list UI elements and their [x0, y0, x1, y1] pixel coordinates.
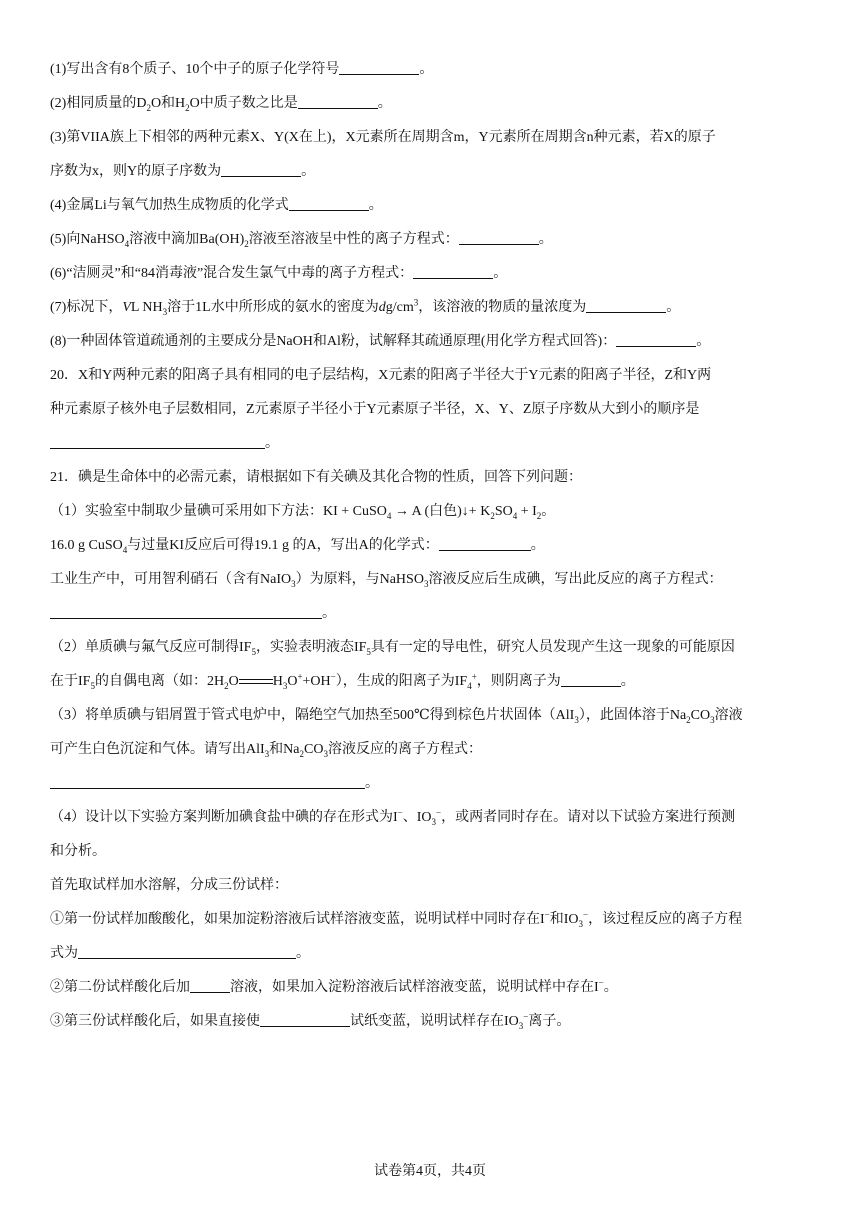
text: 。: [603, 980, 618, 995]
text: O中质子数之比是: [189, 96, 298, 111]
subscript: 5: [366, 646, 371, 657]
equilibrium-arrow-icon: [239, 677, 273, 687]
q21-sub1-line3: [50, 570, 722, 590]
page-footer: 试卷第4页，共4页: [374, 1164, 486, 1179]
answer-blank[interactable]: [339, 60, 419, 75]
text: 。: [322, 606, 336, 621]
text: 与过量KI反应后可得19.1 g 的A，写出A的化学式：: [127, 538, 439, 553]
subscript: 4: [122, 544, 128, 555]
text: 具有一定的导电性，研究人员发现产生这一现象的可能原因: [370, 640, 735, 655]
text: 溶于1L水中所形成的氨水的密度为: [167, 300, 379, 315]
text: O: [287, 674, 298, 689]
text: 离子。: [528, 1014, 571, 1029]
text: ，该溶液的物质的量浓度为: [418, 300, 587, 315]
text: 和IO: [549, 912, 579, 927]
text: H: [272, 674, 283, 689]
superscript: −: [397, 807, 403, 818]
q19-part3-line1: (3)第VIIA族上下相邻的两种元素X、Y(X在上)，X元素所在周期含m，Y元素所在周期含n种元素，若X的原子: [50, 130, 716, 145]
text: ）为原料，与NaHSO: [295, 572, 424, 587]
text: 溶液: [714, 708, 743, 723]
q21-sub1-line1: [50, 502, 555, 522]
text: 。: [541, 504, 556, 519]
text: 溶液至溶液呈中性的离子方程式：: [248, 232, 459, 247]
text: 。: [368, 198, 383, 213]
text: 。: [696, 334, 711, 349]
text: ，或两者同时存在。请对以下试验方案进行预测: [441, 810, 736, 825]
q21-sub4-line2: 和分析。: [50, 844, 106, 859]
text: 溶液反应后生成碘，写出此反应的离子方程式：: [428, 572, 723, 587]
text: (1)写出含有8个质子、10个中子的原子化学符号: [50, 62, 340, 77]
subscript: 3: [291, 578, 296, 589]
text: g/cm: [385, 300, 414, 315]
text: 16.0 g CuSO: [50, 538, 123, 553]
q19-part2: [50, 94, 392, 114]
q21-sub4-line5: [50, 944, 310, 964]
text: 工业生产中，可用智利硝石（含有NaIO: [50, 572, 292, 587]
q21-sub3-line2: [50, 740, 482, 760]
subscript: 3: [264, 748, 270, 759]
text: 。: [265, 436, 279, 451]
answer-blank[interactable]: [190, 978, 230, 993]
q21-sub1-line2: [50, 536, 545, 556]
subscript: 2: [244, 238, 249, 249]
subscript: 2: [536, 510, 542, 521]
subscript: 2: [146, 102, 151, 113]
answer-blank[interactable]: [616, 332, 696, 347]
answer-blank[interactable]: [413, 264, 493, 279]
q19-part8: [50, 332, 710, 352]
text: 和Na: [269, 742, 300, 757]
subscript: 2: [224, 680, 229, 691]
q21-sub3-line1: [50, 706, 743, 726]
variable: d: [378, 300, 386, 315]
answer-blank[interactable]: [50, 434, 265, 449]
text: 。: [365, 776, 379, 791]
text: O: [228, 674, 239, 689]
superscript: −: [598, 977, 604, 988]
text: 。: [419, 62, 434, 77]
answer-blank[interactable]: [50, 774, 365, 789]
text: 。: [530, 538, 545, 553]
q21-sub4-line4: [50, 910, 742, 930]
text: ③第三份试样酸化后，如果直接使: [50, 1014, 260, 1029]
answer-blank[interactable]: [260, 1012, 350, 1027]
superscript: −: [583, 909, 589, 920]
superscript: 3: [413, 297, 419, 308]
subscript: 2: [299, 748, 304, 759]
subscript: 5: [90, 680, 95, 691]
text: (7)标况下，: [50, 300, 123, 315]
q20-line1: 20．X和Y两种元素的阳离子具有相同的电子层结构，X元素的阳离子半径大于Y元素的阳离子半径，Z和Y两: [50, 368, 712, 383]
q20-line2: 种元素原子核外电子层数相同，Z元素原子半径小于Y元素原子半径，X、Y、Z原子序数从大到小的顺序是: [50, 402, 700, 417]
q20-line3: [50, 434, 279, 454]
q21-sub1-line4: [50, 604, 336, 624]
subscript: 2: [185, 102, 190, 113]
text: ），此固体溶于Na: [578, 708, 687, 723]
variable: V: [122, 300, 131, 315]
text: (2)相同质量的D: [50, 96, 147, 111]
text: 。: [377, 96, 392, 111]
text: ，则阴离子为: [476, 674, 561, 689]
text: O和H: [150, 96, 186, 111]
text: ②第二份试样酸化后加: [50, 980, 190, 995]
answer-blank[interactable]: [439, 536, 531, 551]
subscript: 4: [124, 238, 130, 249]
text: (6)“洁厕灵”和“84消毒液”混合发生氯气中毒的离子方程式：: [50, 266, 414, 281]
text: ①第一份试样加酸酸化，如果加淀粉溶液后试样溶液变蓝，说明试样中同时存在I: [50, 912, 545, 927]
answer-blank[interactable]: [586, 298, 666, 313]
text: 、IO: [402, 810, 432, 825]
text: 。: [493, 266, 508, 281]
text: (4)金属Li与氧气加热生成物质的化学式: [50, 198, 289, 213]
q19-part3-line2: [50, 162, 315, 182]
answer-blank[interactable]: [561, 672, 621, 687]
text: 溶液反应的离子方程式：: [327, 742, 482, 757]
q21-sub3-line3: [50, 774, 379, 794]
answer-blank[interactable]: [289, 196, 369, 211]
subscript: 3: [162, 306, 168, 317]
subscript: 3: [710, 714, 715, 725]
text: 试纸变蓝，说明试样存在IO: [350, 1014, 519, 1029]
subscript: 3: [518, 1020, 524, 1031]
q21-sub4-line1: [50, 808, 735, 828]
subscript: 4: [467, 680, 472, 691]
q19-part4: [50, 196, 383, 216]
text: 。: [296, 946, 310, 961]
text: 。: [666, 300, 681, 315]
text: 在于IF: [50, 674, 91, 689]
q19-part6: [50, 264, 507, 284]
subscript: 2: [686, 714, 691, 725]
subscript: 5: [251, 646, 256, 657]
text: ，实验表明液态IF: [255, 640, 367, 655]
subscript: 3: [282, 680, 288, 691]
superscript: −: [436, 807, 442, 818]
q21-sub4-line7: [50, 1012, 570, 1032]
answer-blank[interactable]: [298, 94, 378, 109]
text: 。: [620, 674, 635, 689]
subscript: 3: [431, 816, 437, 827]
text: ），生成的阳离子为IF: [335, 674, 468, 689]
subscript: 3: [423, 578, 429, 589]
text: CO: [690, 708, 711, 723]
answer-blank[interactable]: [459, 230, 539, 245]
text: （2）单质碘与氟气反应可制得IF: [50, 640, 252, 655]
text: L NH: [130, 300, 163, 315]
q21-sub2-line2: [50, 672, 635, 692]
answer-blank[interactable]: [221, 162, 301, 177]
text: ，该过程反应的离子方程: [588, 912, 743, 927]
superscript: +: [297, 671, 303, 682]
text: （3）将单质碘与铝屑置于管式电炉中，隔绝空气加热至500℃得到棕色片状固体（AlI: [50, 708, 575, 723]
q21-sub2-line1: [50, 638, 735, 658]
text: 溶液，如果加入淀粉溶液后试样溶液变蓝，说明试样中存在I: [230, 980, 599, 995]
text: + I: [517, 504, 537, 519]
q19-part1: [50, 60, 433, 80]
text: 可产生白色沉淀和气体。请写出AlI: [50, 742, 265, 757]
subscript: 4: [386, 510, 392, 521]
subscript: 3: [574, 714, 579, 725]
text: +OH: [302, 674, 331, 689]
q19-part5: [50, 230, 553, 250]
subscript: 2: [490, 510, 495, 521]
subscript: 4: [512, 510, 518, 521]
text: 。: [538, 232, 553, 247]
subscript: 3: [578, 918, 584, 929]
text: 溶液中滴加Ba(OH): [129, 232, 245, 247]
superscript: −: [544, 909, 550, 920]
answer-blank[interactable]: [78, 944, 296, 959]
subscript: 3: [323, 748, 328, 759]
text: 式为: [50, 946, 78, 961]
text: → A (白色)↓+ K: [391, 504, 491, 519]
superscript: +: [471, 671, 477, 682]
text: SO: [494, 504, 513, 519]
text: （1）实验室中制取少量碘可采用如下方法：KI + CuSO: [50, 504, 387, 519]
q21-intro: 21．碘是生命体中的必需元素，请根据如下有关碘及其化合物的性质，回答下列问题：: [50, 470, 582, 485]
superscript: −: [330, 671, 336, 682]
answer-blank[interactable]: [50, 604, 322, 619]
text: （4）设计以下实验方案判断加碘食盐中碘的存在形式为I: [50, 810, 398, 825]
q21-sub4-line3: 首先取试样加水溶解，分成三份试样：: [50, 878, 288, 893]
text: (8)一种固体管道疏通剂的主要成分是NaOH和Al粉，试解释其疏通原理(用化学方程式回答)：: [50, 334, 617, 349]
text: 的自偶电离（如：2H: [94, 674, 225, 689]
text: 。: [301, 164, 316, 179]
text: (5)向NaHSO: [50, 232, 125, 247]
q19-part7: [50, 298, 680, 318]
text: 序数为x，则Y的原子序数为: [50, 164, 222, 179]
superscript: −: [523, 1011, 529, 1022]
text: CO: [304, 742, 324, 757]
q21-sub4-line6: [50, 978, 618, 998]
